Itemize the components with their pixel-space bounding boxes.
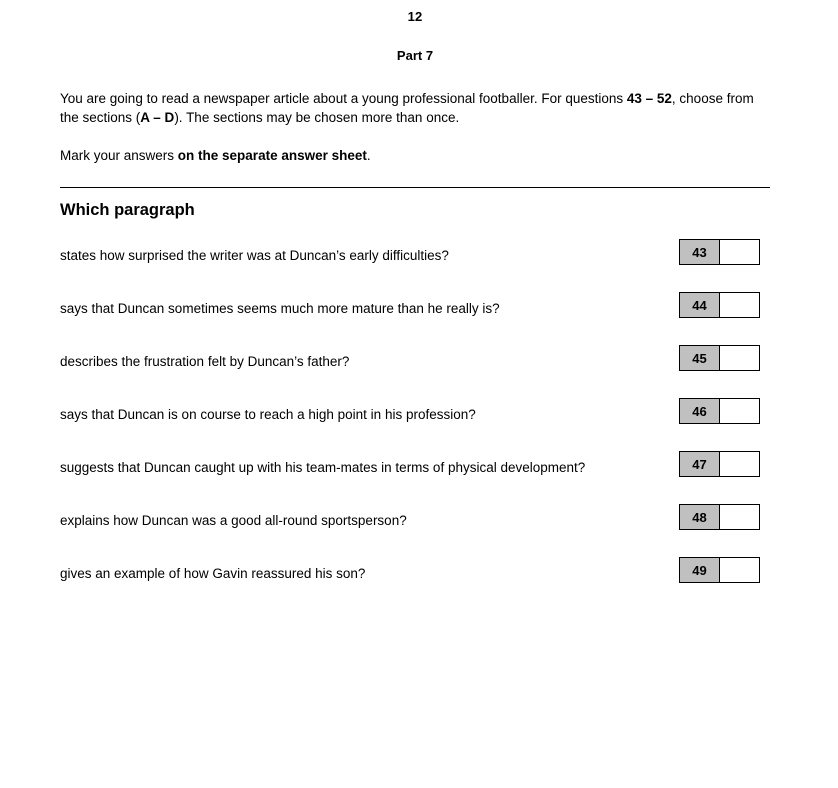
mark-answers-text-2: . (366, 148, 371, 163)
mark-answers-text-1: Mark your answers (60, 148, 178, 163)
question-number: 43 (680, 240, 720, 264)
question-row-49 (60, 557, 770, 610)
question-text: gives an example of how Gavin reassured his son? (60, 566, 366, 581)
answer-field[interactable] (720, 240, 759, 264)
question-number: 48 (680, 505, 720, 529)
answer-field[interactable] (720, 293, 759, 317)
answer-box-49[interactable] (679, 557, 760, 583)
question-row-48 (60, 504, 770, 557)
answer-field[interactable] (720, 558, 759, 582)
mark-answers-emphasis: on the separate answer sheet (177, 148, 367, 163)
instructions-text-2: , choose from the sections ( (60, 91, 754, 125)
section-divider (60, 187, 770, 188)
question-text: suggests that Duncan caught up with his team-mates in terms of physical development? (60, 460, 586, 475)
question-row-44 (60, 292, 770, 345)
question-row-47 (60, 451, 770, 504)
answer-box-46[interactable] (679, 398, 760, 424)
question-row-45 (60, 345, 770, 398)
instructions-text-1: You are going to read a newspaper article about a young professional footballer. For questions (60, 91, 627, 106)
question-row-46 (60, 398, 770, 451)
section-heading: Which paragraph (60, 201, 195, 219)
answer-field[interactable] (720, 399, 759, 423)
answer-field[interactable] (720, 346, 759, 370)
question-number: 46 (680, 399, 720, 423)
question-text: says that Duncan is on course to reach a high point in his profession? (60, 407, 476, 422)
answer-field[interactable] (720, 505, 759, 529)
question-row-43 (60, 239, 770, 292)
question-number: 45 (680, 346, 720, 370)
page-content (60, 0, 770, 610)
answer-box-47[interactable] (679, 451, 760, 477)
question-text: explains how Duncan was a good all-round sportsperson? (60, 513, 407, 528)
questions-list (60, 239, 770, 610)
page-number: 12 (407, 9, 423, 24)
question-number: 49 (680, 558, 720, 582)
part-heading: Part 7 (396, 48, 434, 63)
instructions-question-range: 43 – 52 (626, 91, 672, 106)
question-number: 47 (680, 452, 720, 476)
question-text: describes the frustration felt by Duncan’s father? (60, 354, 350, 369)
question-number: 44 (680, 293, 720, 317)
question-text: states how surprised the writer was at Duncan’s early difficulties? (60, 248, 449, 263)
answer-box-43[interactable] (679, 239, 760, 265)
mark-answers-paragraph (60, 146, 770, 165)
question-text: says that Duncan sometimes seems much more mature than he really is? (60, 301, 500, 316)
answer-box-44[interactable] (679, 292, 760, 318)
answer-field[interactable] (720, 452, 759, 476)
instructions-text-3: ). The sections may be chosen more than once. (174, 110, 460, 125)
answer-box-48[interactable] (679, 504, 760, 530)
instructions-paragraph (60, 89, 770, 127)
answer-box-45[interactable] (679, 345, 760, 371)
instructions-section-range: A – D (140, 110, 175, 125)
